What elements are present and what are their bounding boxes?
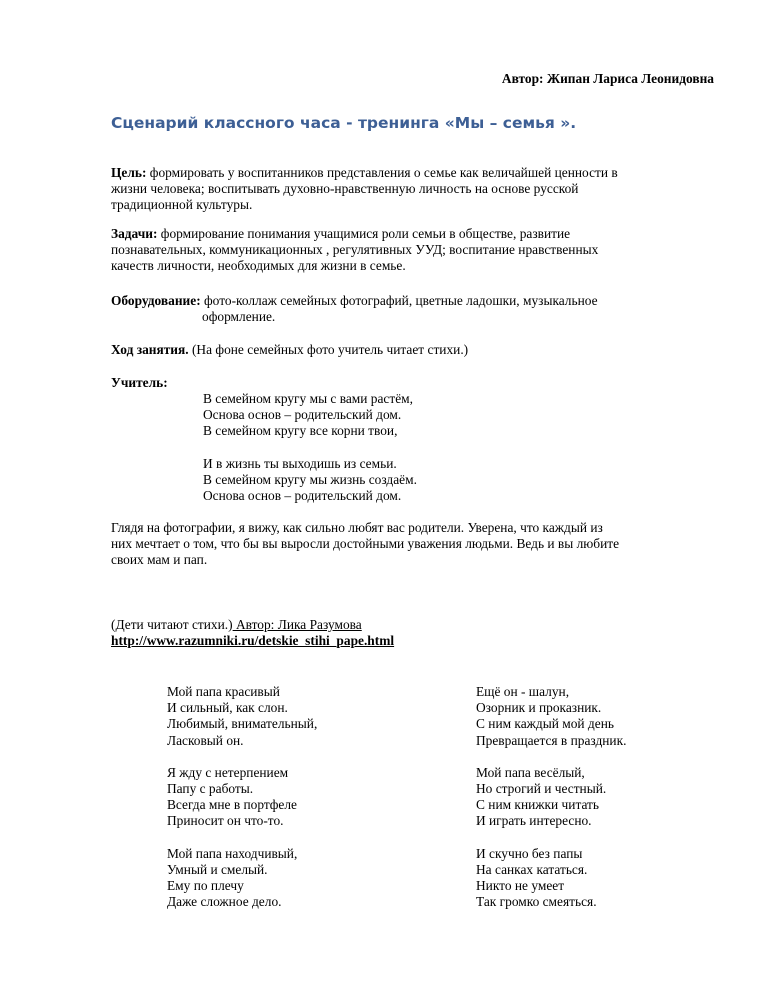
verse-line: Основа основ – родительский дом. xyxy=(203,488,402,504)
author-line: Автор: Жипан Лариса Леонидовна xyxy=(501,71,714,86)
poem-line: Ему по плечу xyxy=(167,878,244,894)
poem-line: И играть интересно. xyxy=(476,813,592,829)
poem-line: На санках кататься. xyxy=(476,861,588,877)
poem-stanza xyxy=(476,846,626,911)
poem-line: Папу с работы. xyxy=(167,781,254,797)
poem-line: Но строгий и честный. xyxy=(476,781,607,797)
poem-line: Ещё он - шалун, xyxy=(476,684,570,699)
speech-line: Глядя на фотографии, я вижу, как сильно любят вас родители. Уверена, что каждый из xyxy=(111,520,603,535)
goal-label: Цель: xyxy=(111,165,147,180)
poem-line: Всегда мне в портфеле xyxy=(167,797,297,813)
equipment-line: оформление. xyxy=(202,309,276,325)
poem-line: Так громко смеяться. xyxy=(476,894,597,910)
tasks-paragraph xyxy=(111,226,711,275)
kids-intro xyxy=(111,617,711,649)
poem-line: Умный и смелый. xyxy=(167,861,268,877)
poem-line: Превращается в праздник. xyxy=(476,732,627,748)
verse-line: В семейном кругу мы жизнь создаём. xyxy=(203,472,417,488)
equipment-line: фото-коллаж семейных фотографий, цветные ладошки, музыкальное xyxy=(200,293,598,308)
verse-line: И в жизнь ты выходишь из семьи. xyxy=(203,456,397,471)
poem-line: Я жду с нетерпением xyxy=(167,764,289,780)
poem-stanza xyxy=(476,765,626,830)
tasks-line: формирование понимания учащимися роли семьи в обществе, развитие xyxy=(157,226,571,241)
poem-line: Мой папа весёлый, xyxy=(476,764,585,780)
teacher-label: Учитель: xyxy=(111,375,168,390)
speech-line: своих мам и пап. xyxy=(111,552,208,568)
poem-stanza xyxy=(167,684,317,749)
source-url-link[interactable]: http://www.razumniki.ru/detskie_stihi_pape.html xyxy=(111,633,395,649)
poem-line: Ласковый он. xyxy=(167,732,244,748)
poem-line: И скучно без папы xyxy=(476,845,583,861)
poem-line: Никто не умеет xyxy=(476,878,565,894)
poem-author-link[interactable]: Автор: Лика Разумова xyxy=(232,617,362,632)
poem-line: Любимый, внимательный, xyxy=(167,716,318,732)
lesson-paragraph xyxy=(111,342,711,358)
goal-line: формировать у воспитанников представления о семье как величайшей ценности в xyxy=(146,165,618,180)
equipment-label: Оборудование: xyxy=(111,293,201,308)
poem-line: С ним книжки читать xyxy=(476,797,600,813)
equipment-paragraph xyxy=(111,293,711,325)
poem-stanza xyxy=(476,684,626,749)
tasks-label: Задачи: xyxy=(111,226,158,241)
poem-stanza xyxy=(167,765,317,830)
lesson-label: Ход занятия. xyxy=(111,342,189,357)
poem-line: Мой папа находчивый, xyxy=(167,845,298,861)
kids-text: (Дети читают стихи.) xyxy=(111,617,233,632)
verse-line: В семейном кругу мы с вами растём, xyxy=(203,391,413,406)
poem-line: Даже сложное дело. xyxy=(167,894,282,910)
teacher-speech xyxy=(111,520,711,569)
tasks-line: познавательных, коммуникационных , регулятивных УУД; воспитание нравственных xyxy=(111,242,599,258)
poem-line: Озорник и проказник. xyxy=(476,700,602,716)
tasks-line: качеств личности, необходимых для жизни в семье. xyxy=(111,258,406,274)
goal-paragraph xyxy=(111,165,711,214)
goal-line: жизни человека; воспитывать духовно-нравственную личность на основе русской xyxy=(111,181,579,197)
poem-line: С ним каждый мой день xyxy=(476,716,614,732)
goal-line: традиционной культуры. xyxy=(111,197,253,213)
poem-left-column xyxy=(167,684,317,926)
verse-line: В семейном кругу все корни твои, xyxy=(203,423,398,439)
poem-line: Приносит он что-то. xyxy=(167,813,284,829)
poem-right-column xyxy=(476,684,626,926)
poem-stanza xyxy=(167,846,317,911)
document-title: Сценарий классного часа - тренинга «Мы – семья ». xyxy=(111,114,577,132)
verse-line: Основа основ – родительский дом. xyxy=(203,407,402,423)
speech-line: них мечтает о том, что бы вы выросли достойными уважения людьми. Ведь и вы любите xyxy=(111,536,620,552)
poem-line: И сильный, как слон. xyxy=(167,700,288,716)
poem-line: Мой папа красивый xyxy=(167,684,280,699)
teacher-label-block xyxy=(111,375,711,391)
teacher-stanza-2 xyxy=(203,456,417,505)
teacher-stanza-1 xyxy=(203,391,413,440)
lesson-text: (На фоне семейных фото учитель читает стихи.) xyxy=(188,342,469,357)
